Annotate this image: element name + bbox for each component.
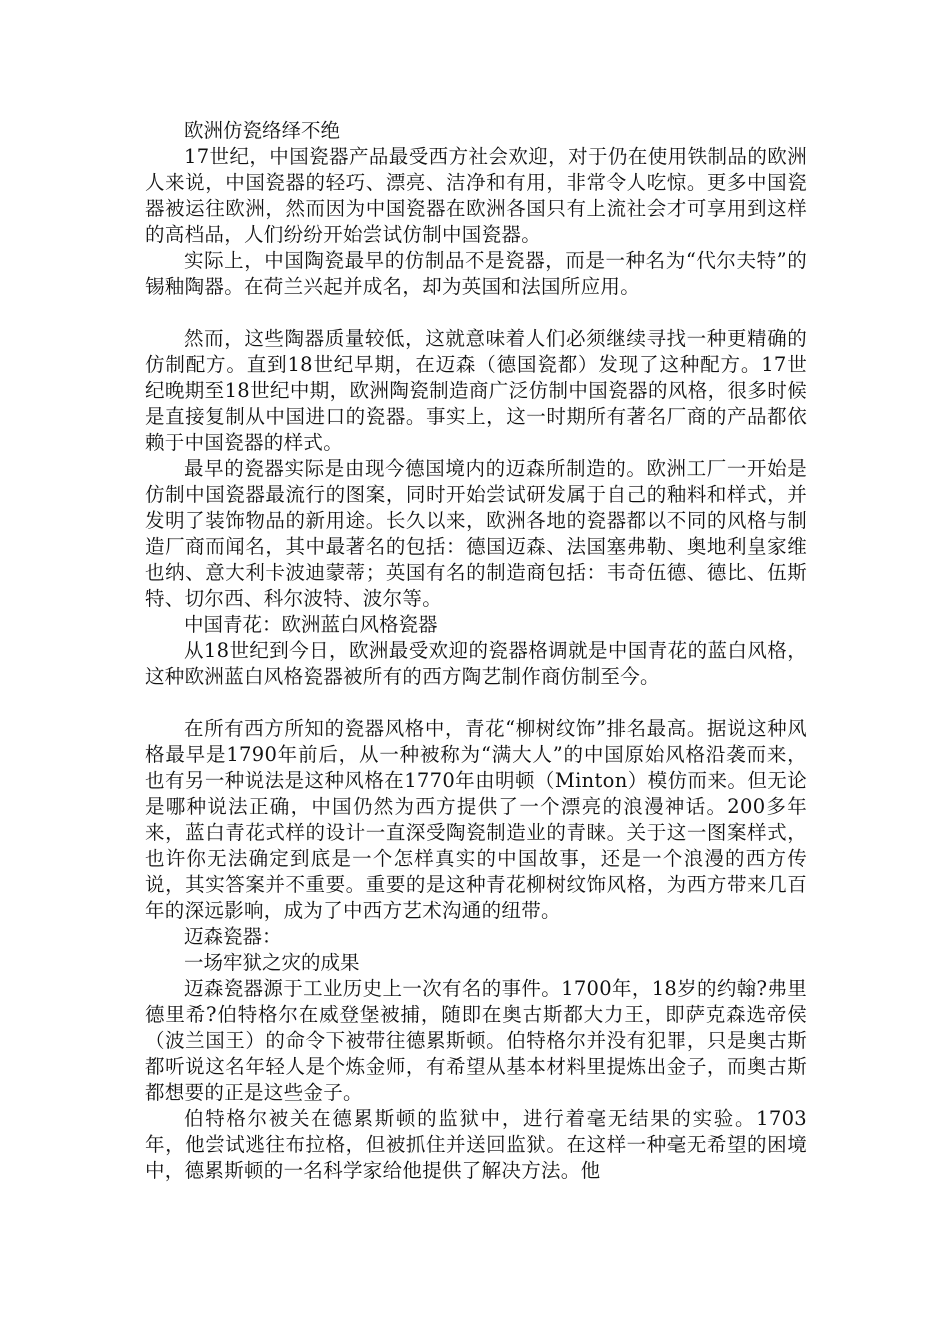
paragraph-blue-white-style: 从18世纪到今日，欧洲最受欢迎的瓷器格调就是中国青花的蓝白风格，这种欧洲蓝白风格瓷器被所有的西方陶艺制作商仿制至今。 <box>145 639 807 688</box>
paragraph-bottger-prison: 伯特格尔被关在德累斯顿的监狱中，进行着毫无结果的实验。1703年，他尝试逃往布拉格，但被抓住并送回监狱。在这样一种毫无希望的困境中，德累斯顿的一名科学家给他提供了解决方法。他 <box>145 1107 807 1182</box>
paragraph-meissen-formula: 然而，这些陶器质量较低，这就意味着人们必须继续寻找一种更精确的仿制配方。直到18世纪早期，在迈森（德国瓷都）发现了这种配方。17世纪晚期至18世纪中期，欧洲陶瓷制造商广泛仿制中国瓷器的风格，很多时候是直接复制从中国进口的瓷器。事实上，这一时期所有著名厂商的产品都依赖于中国瓷器的样式。 <box>145 327 807 454</box>
paragraph-delft: 实际上，中国陶瓷最早的仿制品不是瓷器，而是一种名为“代尔夫特”的锡釉陶器。在荷兰兴起并成名，却为英国和法国所应用。 <box>145 249 807 298</box>
paragraph-17th-century: 17世纪，中国瓷器产品最受西方社会欢迎，对于仍在使用铁制品的欧洲人来说，中国瓷器的轻巧、漂亮、洁净和有用，非常令人吃惊。更多中国瓷器被运往欧洲，然而因为中国瓷器在欧洲各国只有上流社会才可享用到这样的高档品，人们纷纷开始尝试仿制中国瓷器。 <box>145 145 807 246</box>
paragraph-willow-pattern: 在所有西方所知的瓷器风格中，青花“柳树纹饰”排名最高。据说这种风格最早是1790年前后，从一种被称为“满大人”的中国原始风格沿袭而来，也有另一种说法是这种风格在1770年由明顿（Minton）模仿而来。但无论是哪种说法正确，中国仍然为西方提供了一个漂亮的浪漫神话。200多年来，蓝白青花式样的设计一直深受陶瓷制造业的青睐。关于这一图案样式，也许你无法确定到底是一个怎样真实的中国故事，还是一个浪漫的西方传说，其实答案并不重要。重要的是这种青花柳树纹饰风格，为西方带来几百年的深远影响，成为了中西方艺术沟通的纽带。 <box>145 717 807 922</box>
section-heading-european-imitation: 欧洲仿瓷络绎不绝 <box>184 119 341 142</box>
section-subheading-prison: 一场牢狱之灾的成果 <box>184 951 360 974</box>
document-page <box>145 118 807 1184</box>
paragraph-earliest-porcelain: 最早的瓷器实际是由现今德国境内的迈森所制造的。欧洲工厂一开始是仿制中国瓷器最流行的图案，同时开始尝试研发属于自己的釉料和样式，并发明了装饰物品的新用途。长久以来，欧洲各地的瓷器都以不同的风格与制造厂商而闻名，其中最著名的包括：德国迈森、法国塞弗勒、奥地利皇家维也纳、意大利卡波迪蒙蒂；英国有名的制造商包括：韦奇伍德、德比、伍斯特、切尔西、科尔波特、波尔等。 <box>145 457 807 610</box>
paragraph-bottger-arrest: 迈森瓷器源于工业历史上一次有名的事件。1700年，18岁的约翰?弗里德里希?伯特格尔在威登堡被捕，随即在奥古斯都大力王，即萨克森选帝侯（波兰国王）的命令下被带往德累斯顿。伯特格尔并没有犯罪，只是奥古斯都听说这名年轻人是个炼金师，有希望从基本材料里提炼出金子，而奥古斯都想要的正是这些金子。 <box>145 977 807 1104</box>
section-heading-meissen: 迈森瓷器： <box>184 925 282 948</box>
section-heading-blue-white: 中国青花：欧洲蓝白风格瓷器 <box>184 613 438 636</box>
